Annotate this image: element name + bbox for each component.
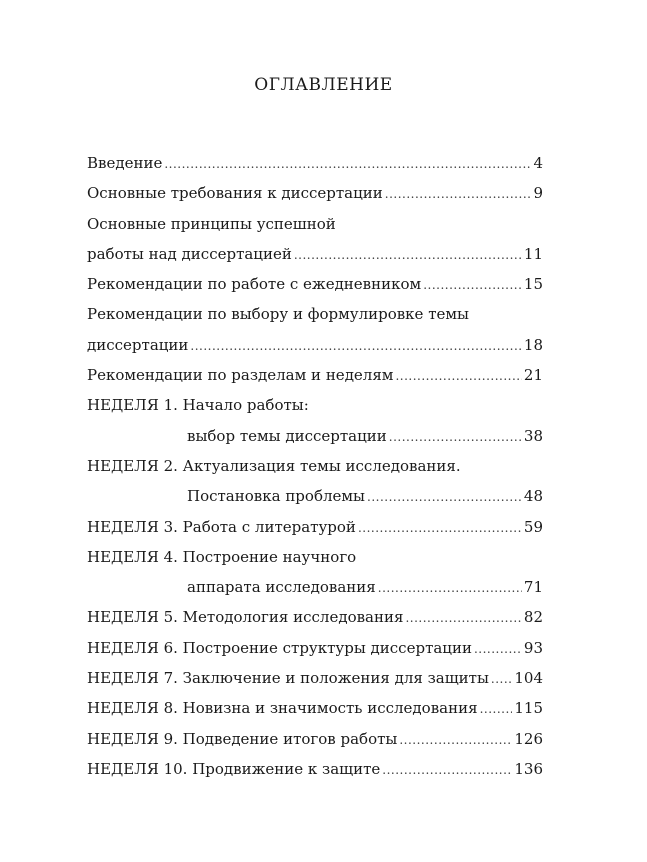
toc-entry-text: Введение	[87, 154, 163, 172]
toc-entry-week2-line2[interactable]	[87, 481, 543, 511]
toc-entry-text: диссертации	[87, 335, 189, 354]
toc-entry-page: 9	[533, 184, 543, 203]
toc-entry-week5[interactable]	[87, 602, 543, 632]
toc-entry-text: Основные принципы успешной	[87, 214, 336, 233]
toc-entry-text: работы над диссертацией	[87, 244, 292, 263]
toc-entry-principles-line2[interactable]	[87, 239, 543, 269]
toc-entry-page: 104	[514, 669, 543, 688]
table-of-contents	[87, 148, 543, 784]
toc-entry-diary[interactable]	[87, 269, 543, 299]
dot-leader	[367, 482, 522, 511]
toc-entry-text: НЕДЕЛЯ 10. Продвижение к защите	[87, 759, 381, 778]
toc-entry-week9[interactable]	[87, 724, 543, 754]
toc-entry-text: НЕДЕЛЯ 1. Начало работы:	[87, 396, 309, 415]
toc-entry-text: Рекомендации по разделам и неделям	[87, 366, 394, 385]
toc-entry-text: Рекомендации по выбору и формулировке темы	[87, 305, 469, 324]
dot-leader	[358, 513, 522, 542]
toc-entry-week4-line1[interactable]	[87, 542, 543, 572]
toc-entry-text: НЕДЕЛЯ 2. Актуализация темы исследования.	[87, 456, 461, 475]
toc-entry-text: НЕДЕЛЯ 3. Работа с литературой	[87, 517, 356, 536]
toc-entry-text: НЕДЕЛЯ 4. Построение научного	[87, 547, 357, 566]
toc-entry-page: 18	[523, 335, 543, 354]
dot-leader	[294, 240, 522, 269]
toc-entry-week10[interactable]	[87, 754, 543, 784]
toc-entry-page: 21	[523, 366, 543, 385]
toc-entry-page: 11	[523, 244, 543, 263]
toc-entry-page: 59	[523, 517, 543, 536]
toc-entry-topic-line1[interactable]	[87, 299, 543, 329]
toc-entry-page: 15	[523, 275, 543, 294]
dot-leader	[378, 573, 522, 602]
toc-entry-page: 71	[523, 578, 543, 597]
toc-entry-page: 93	[523, 638, 543, 657]
dot-leader	[389, 422, 522, 451]
toc-entry-week8[interactable]	[87, 693, 543, 723]
toc-entry-week1-line2[interactable]	[87, 421, 543, 451]
dot-leader	[399, 725, 512, 754]
toc-entry-introduction[interactable]	[87, 148, 543, 178]
toc-entry-text: выбор темы диссертации	[187, 426, 387, 445]
toc-entry-principles-line1[interactable]	[87, 209, 543, 239]
toc-entry-sections[interactable]	[87, 360, 543, 390]
toc-entry-week4-line2[interactable]	[87, 572, 543, 602]
toc-entry-week2-line1[interactable]	[87, 451, 543, 481]
toc-entry-page: 4	[533, 154, 543, 172]
toc-entry-text: аппарата исследования	[187, 578, 376, 597]
dot-leader	[382, 755, 512, 784]
toc-entry-text: НЕДЕЛЯ 9. Подведение итогов работы	[87, 729, 398, 748]
toc-entry-page: 136	[514, 759, 543, 778]
dot-leader	[491, 664, 512, 693]
toc-entry-page: 48	[523, 487, 543, 506]
toc-entry-week7[interactable]	[87, 663, 543, 693]
toc-entry-week3[interactable]	[87, 512, 543, 542]
dot-leader	[474, 634, 522, 663]
toc-entry-requirements[interactable]	[87, 178, 543, 208]
dot-leader	[423, 270, 522, 299]
toc-entry-text: НЕДЕЛЯ 6. Построение структуры диссертации	[87, 638, 472, 657]
toc-entry-page: 38	[523, 426, 543, 445]
dot-leader	[480, 694, 513, 723]
toc-entry-text: Основные требования к диссертации	[87, 184, 383, 203]
toc-entry-topic-line2[interactable]	[87, 330, 543, 360]
dot-leader	[385, 179, 532, 208]
toc-entry-page: 82	[523, 608, 543, 627]
toc-entry-text: Рекомендации по работе с ежедневником	[87, 275, 422, 294]
toc-entry-page: 126	[514, 729, 543, 748]
dot-leader	[405, 603, 521, 632]
dot-leader	[164, 149, 531, 178]
toc-entry-text: Постановка проблемы	[187, 487, 365, 506]
toc-entry-week6[interactable]	[87, 633, 543, 663]
toc-entry-week1-line1[interactable]	[87, 390, 543, 420]
toc-entry-text: НЕДЕЛЯ 5. Методология исследования	[87, 608, 404, 627]
toc-entry-page: 115	[514, 699, 543, 718]
dot-leader	[395, 361, 521, 390]
dot-leader	[190, 331, 522, 360]
page-title: ОГЛАВЛЕНИЕ	[254, 75, 393, 95]
toc-entry-text: НЕДЕЛЯ 8. Новизна и значимость исследования	[87, 699, 478, 718]
toc-entry-text: НЕДЕЛЯ 7. Заключение и положения для защиты	[87, 669, 489, 688]
